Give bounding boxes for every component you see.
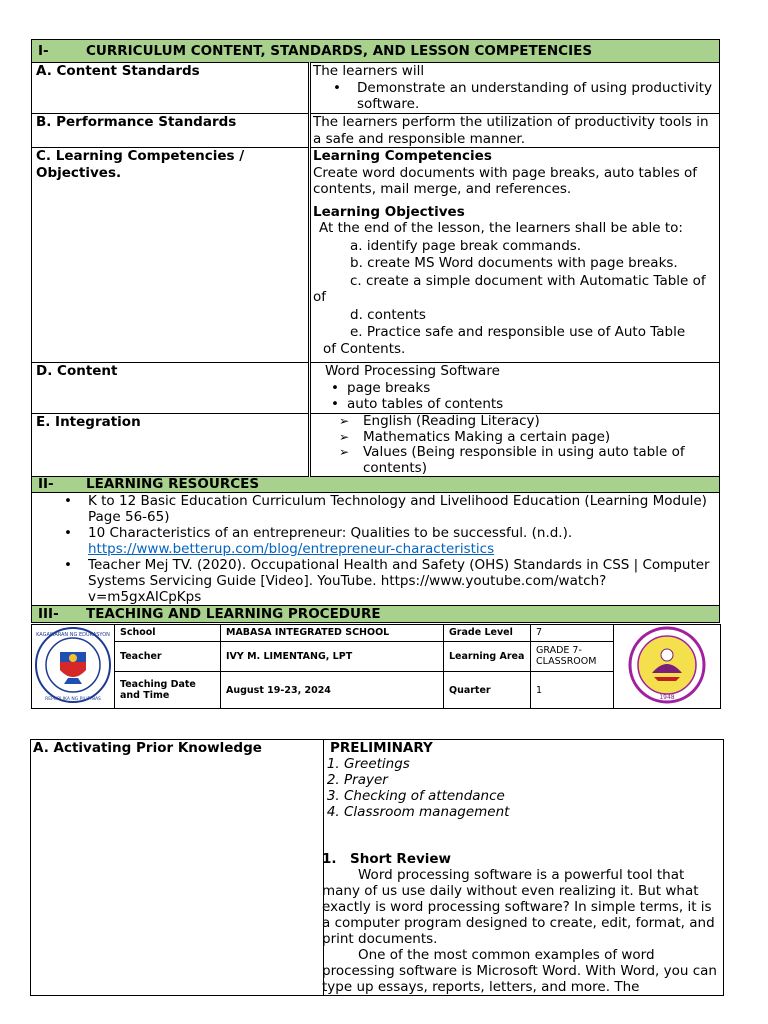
section-1-header xyxy=(32,40,720,63)
school-header xyxy=(31,624,721,706)
date-value: August 19-23, 2024 xyxy=(221,672,444,709)
school-logo-icon xyxy=(624,625,710,705)
resource-link[interactable]: https://www.betterup.com/blog/entrepreneur-characteristics xyxy=(88,541,495,557)
performance-standards-text: The learners perform the utilization of productivity tools in a safe and responsible manner. xyxy=(310,114,720,148)
lc-heading: Learning Competencies xyxy=(313,148,492,164)
grade-label: Grade Level xyxy=(444,625,531,642)
integration-item: ➢ Mathematics Making a certain page) xyxy=(363,430,717,446)
integration-item: ➢ Values (Being responsible in using auto table of contents) xyxy=(363,445,717,476)
preliminary-step: 1. Greetings xyxy=(344,756,723,772)
curriculum-table xyxy=(31,39,720,623)
objective-c-cont: of xyxy=(313,289,327,305)
section-title: TEACHING AND LEARNING PROCEDURE xyxy=(86,606,381,622)
logo-year: 1948 xyxy=(659,694,675,701)
row-label: B. Performance Standards xyxy=(32,114,310,148)
procedure-label: A. Activating Prior Knowledge xyxy=(31,740,324,995)
preliminary-heading: PRELIMINARY xyxy=(330,740,433,756)
deped-seal-icon xyxy=(34,626,112,704)
content-item: • page breaks xyxy=(347,380,717,397)
row-competencies xyxy=(32,148,720,363)
row-content-standards xyxy=(32,63,720,114)
teacher-label: Teacher xyxy=(115,641,221,671)
objective-e-cont: of Contents. xyxy=(323,340,406,357)
row-content xyxy=(32,363,720,414)
content-item: • auto tables of contents xyxy=(347,396,717,413)
review-paragraph: One of the most common examples of word processing software is Microsoft Word. With Word, you can type up essays, reports, letters, and more. The xyxy=(322,947,717,995)
integration-item: ➢ English (Reading Literacy) xyxy=(363,414,717,430)
preliminary-step: 4. Classroom management xyxy=(344,804,723,820)
content-title: Word Processing Software xyxy=(325,363,500,379)
content-standards-intro: The learners will xyxy=(313,63,425,79)
teacher-value: IVY M. LIMENTANG, LPT xyxy=(221,641,444,671)
resource-item: • K to 12 Basic Education Curriculum Technology and Livelihood Education (Learning Module) Page 56-65) xyxy=(88,493,717,525)
grade-value: 7 xyxy=(531,625,614,642)
objective-c: c. create a simple document with Automatic Table of xyxy=(350,272,706,289)
objective-d: d. contents xyxy=(350,306,426,323)
area-value: GRADE 7- CLASSROOM xyxy=(531,641,614,671)
row-label: D. Content xyxy=(32,363,310,414)
section-3-header xyxy=(32,606,720,623)
content-standards-bullet: • Demonstrate an understanding of using productivity software. xyxy=(357,80,717,113)
row-integration xyxy=(32,414,720,477)
quarter-label: Quarter xyxy=(444,672,531,709)
preliminary-step: 3. Checking of attendance xyxy=(344,788,723,804)
row-label: C. Learning Competencies / Objectives. xyxy=(32,148,310,363)
school-value: MABASA INTEGRATED SCHOOL xyxy=(221,625,444,642)
resource-item: • Teacher Mej TV. (2020). Occupational Health and Safety (OHS) Standards in CSS | Computer Systems Servicing Guide [Video]. YouTube. https://www.youtube.com/watch?v=m5gxAICpKps xyxy=(88,557,717,605)
section-2-header xyxy=(32,477,720,493)
review-number: 1. xyxy=(322,851,337,867)
review-title: Short Review xyxy=(350,851,452,867)
section-title: CURRICULUM CONTENT, STANDARDS, AND LESSON COMPETENCIES xyxy=(86,43,593,59)
objective-e: e. Practice safe and responsible use of Auto Table xyxy=(350,324,686,340)
school-label: School xyxy=(115,625,221,642)
row-performance-standards xyxy=(32,114,720,148)
lo-heading: Learning Objectives xyxy=(313,203,465,220)
school-logo xyxy=(614,625,721,709)
svg-text:REPUBLIKA NG PILIPINAS: REPUBLIKA NG PILIPINAS xyxy=(45,697,101,702)
row-label: A. Content Standards xyxy=(32,63,310,114)
row-resources xyxy=(32,493,720,606)
section-number: II- xyxy=(38,476,54,492)
preliminary-step: 2. Prayer xyxy=(344,772,723,788)
objective-b: b. create MS Word documents with page breaks. xyxy=(350,255,678,271)
lc-text: Create word documents with page breaks, auto tables of contents, mail merge, and references. xyxy=(313,164,698,197)
resource-text: 10 Characteristics of an entrepreneur: Qualities to be successful. (n.d.). xyxy=(88,525,573,541)
resource-item xyxy=(88,525,717,557)
quarter-value: 1 xyxy=(531,672,614,709)
area-label: Learning Area xyxy=(444,641,531,671)
review-paragraph: Word processing software is a powerful tool that many of us use daily without even realizing it. But what exactly is word processing software? In simple terms, it is a computer program designed to create, edit, format, and print documents. xyxy=(322,867,715,947)
deped-seal xyxy=(32,625,115,709)
date-label: Teaching Date and Time xyxy=(115,672,221,709)
section-number: III- xyxy=(38,606,59,622)
section-number: I- xyxy=(38,43,49,59)
procedure-content xyxy=(322,740,723,995)
svg-text:KAGAWARAN NG EDUKASYON: KAGAWARAN NG EDUKASYON xyxy=(36,632,110,638)
short-review-heading xyxy=(322,851,723,867)
objective-a: a. identify page break commands. xyxy=(350,237,582,254)
row-label: E. Integration xyxy=(32,414,310,477)
procedure-table xyxy=(30,739,724,996)
lo-intro: At the end of the lesson, the learners shall be able to: xyxy=(319,220,683,236)
section-title: LEARNING RESOURCES xyxy=(86,476,260,492)
